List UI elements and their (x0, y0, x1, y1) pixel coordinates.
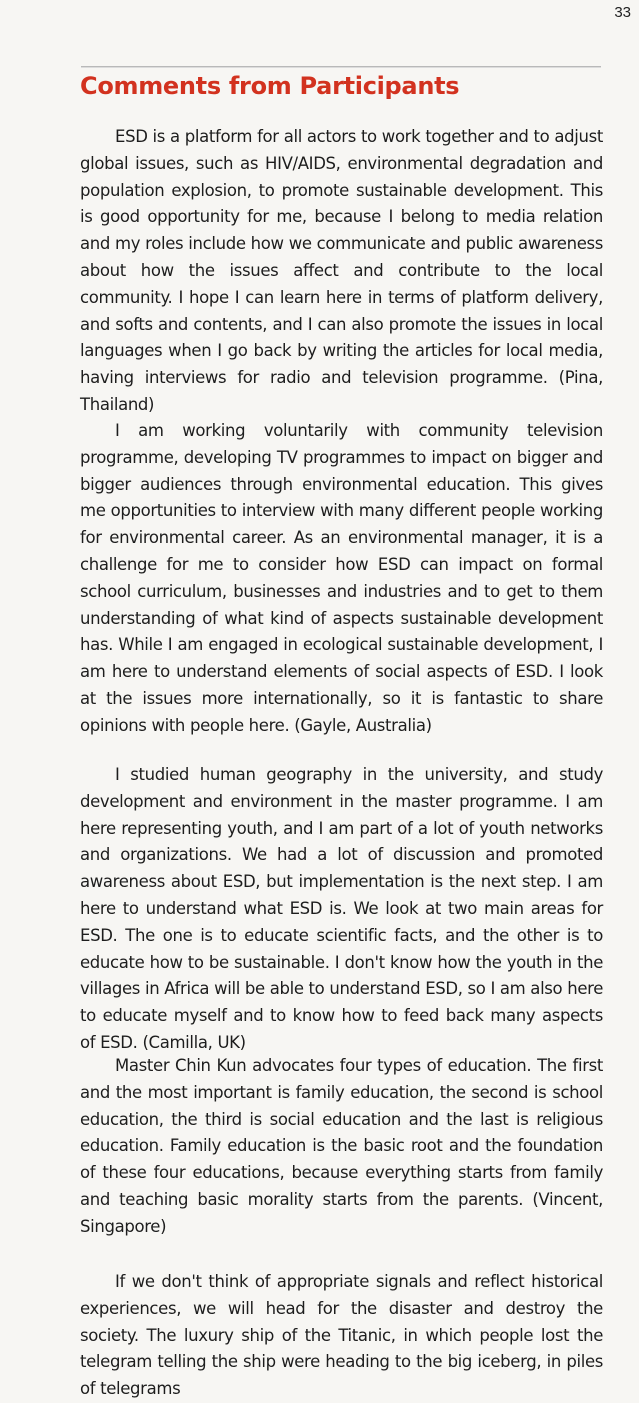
comment-paragraph-titanic: If we don't think of appropriate signals and reflect historical experiences, we will head for the disaster and destroy the society. The luxury ship of the Titanic, in which people lost the telegram telling the ship were heading to the big iceberg, in piles of telegrams (80, 1272, 603, 1399)
section-heading: Comments from Participants (80, 72, 460, 100)
header-rule (81, 66, 601, 67)
page-number: 33 (614, 4, 631, 21)
comment-paragraph-pina: ESD is a platform for all actors to work together and to adjust global issues, such as HIV/AIDS, environmental degradation and population explosion, to promote sustainable development. This is good opportunity for me, because I belong to media relation and my roles include how we communicate and public awareness about how the issues affect and contribute to the local community. I hope I can learn here in terms of platform delivery, and softs and contents, and I can also promote the issues in local languages when I go back by writing the articles for local media, having interviews for radio and television programme. (Pina, Thailand) (80, 127, 603, 414)
comment-paragraph-gayle: I am working voluntarily with community television programme, developing TV programmes to impact on bigger and bigger audiences through environmental education. This gives me opportunities to interview with many different people working for environmental career. As an environmental manager, it is a challenge for me to consider how ESD can impact on formal school curriculum, businesses and industries and to get to them understanding of what kind of aspects sustainable development has. While I am engaged in ecological sustainable development, I am here to understand elements of social aspects of ESD. I look at the issues more internationally, so it is fantastic to share opinions with people here. (Gayle, Australia) (80, 421, 603, 735)
comment-paragraph-vincent: Master Chin Kun advocates four types of education. The first and the most important is family education, the second is school education, the third is social education and the last is religious education. Family education is the basic root and the foundation of these four educations, because everything starts from family and teaching basic morality starts from the parents. (Vincent, Singapore) (80, 1056, 603, 1236)
comment-paragraph-camilla: I studied human geography in the university, and study development and environment in the master programme. I am here representing youth, and I am part of a lot of youth networks and organizations. We had a lot of discussion and promoted awareness about ESD, but implementation is the next step. I am here to understand what ESD is. We look at two main areas for ESD. The one is to educate scientific facts, and the other is to educate how to be sustainable. I don't know how the youth in the villages in Africa will be able to understand ESD, so I am also here to educate myself and to know how to feed back many aspects of ESD. (Camilla, UK) (80, 765, 603, 1052)
